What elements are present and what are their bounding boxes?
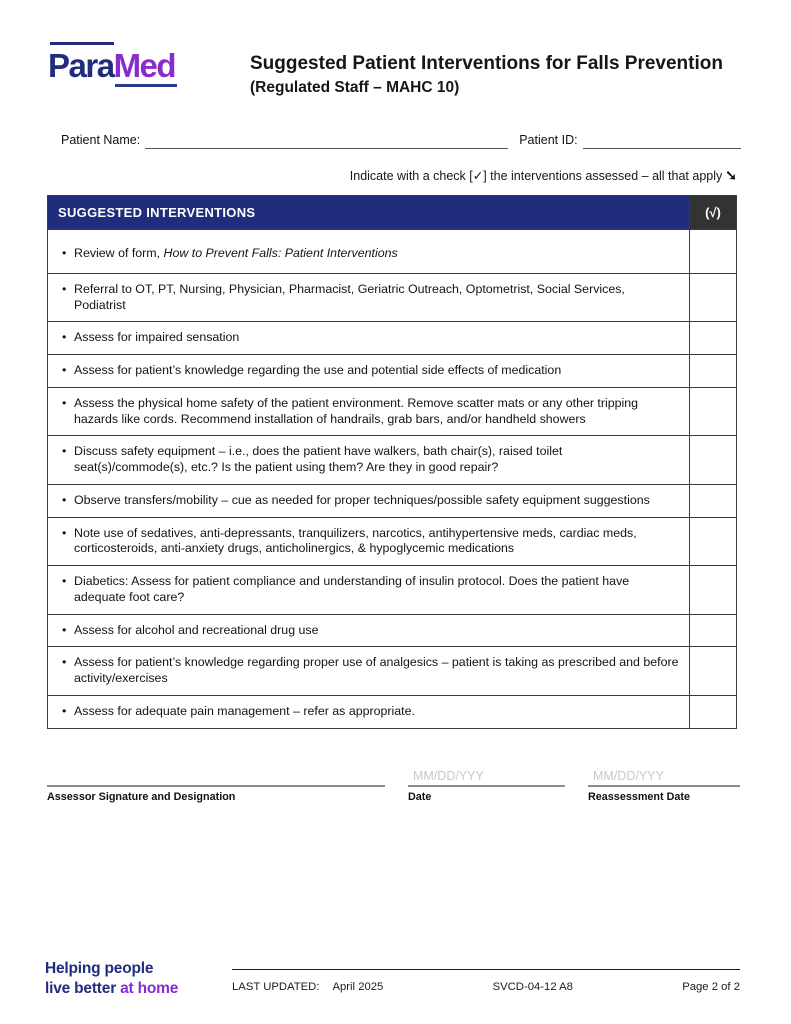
intervention-text: • Assess for alcohol and recreational drug use xyxy=(48,614,690,647)
patient-name-field[interactable] xyxy=(145,132,508,149)
tagline-line2-purple: at home xyxy=(120,979,179,997)
date-label: Date xyxy=(408,791,432,803)
intervention-text: • Referral to OT, PT, Nursing, Physician, Pharmacist, Geriatric Outreach, Optometrist, Social Services, Podiatrist xyxy=(48,273,690,322)
page-number: Page 2 of 2 xyxy=(682,981,740,993)
intervention-text: • Assess for impaired sensation xyxy=(48,322,690,355)
check-instruction xyxy=(350,167,737,184)
patient-name-label: Patient Name: xyxy=(61,133,141,147)
table-row xyxy=(48,614,737,647)
table-row xyxy=(48,517,737,566)
page-title: Suggested Patient Interventions for Falls Prevention xyxy=(250,53,723,74)
intervention-text: • Observe transfers/mobility – cue as needed for proper techniques/possible safety equipment suggestions xyxy=(48,484,690,517)
paramed-logo xyxy=(48,42,198,87)
table-header-row xyxy=(48,196,737,230)
intervention-text: • Diabetics: Assess for patient compliance and understanding of insulin protocol. Does the patient have adequate foot care? xyxy=(48,566,690,615)
check-cell[interactable] xyxy=(690,387,737,436)
assessor-signature-block xyxy=(47,764,385,803)
assessor-signature-label: Assessor Signature and Designation xyxy=(47,791,236,803)
footer-rule xyxy=(232,969,740,970)
bullet-icon: • xyxy=(62,492,67,507)
intervention-text-italic: How to Prevent Falls: Patient Interventions xyxy=(163,246,398,260)
logo-part-med: Med xyxy=(113,47,176,84)
check-cell[interactable] xyxy=(690,566,737,615)
south-east-arrow-icon: ➘ xyxy=(725,167,737,183)
intervention-text: • Discuss safety equipment – i.e., does the patient have walkers, bath chair(s), raised toilet seat(s)/commode(s), etc.? Is the patient using them? Are they in good repair? xyxy=(48,436,690,485)
check-cell[interactable] xyxy=(690,273,737,322)
intervention-text: • Note use of sedatives, anti-depressants, tranquilizers, narcotics, antihypertensive meds, cardiac meds, corticosteroids, anti-anxiety drugs, anticholinergics, & hypoglycemic medications xyxy=(48,517,690,566)
bullet-icon: • xyxy=(62,622,67,637)
check-cell[interactable] xyxy=(690,436,737,485)
intervention-text: • Assess for patient’s knowledge regarding proper use of analgesics – patient is taking as prescribed and before activity/exercises xyxy=(48,647,690,696)
check-cell[interactable] xyxy=(690,695,737,728)
table-row xyxy=(48,230,737,274)
bullet-icon: • xyxy=(62,574,67,588)
reassessment-date-label: Reassessment Date xyxy=(588,791,691,803)
footer-tagline xyxy=(45,959,178,999)
table-row xyxy=(48,566,737,615)
table-row xyxy=(48,436,737,485)
interventions-table xyxy=(47,195,737,729)
check-cell[interactable] xyxy=(690,355,737,388)
check-cell[interactable] xyxy=(690,230,737,274)
bullet-icon: • xyxy=(62,395,67,410)
title-block xyxy=(250,53,750,97)
date-block xyxy=(408,764,565,803)
bullet-icon: • xyxy=(62,330,67,345)
bullet-icon: • xyxy=(62,655,67,670)
table-row xyxy=(48,322,737,355)
check-cell[interactable] xyxy=(690,647,737,696)
check-cell[interactable] xyxy=(690,614,737,647)
assessor-signature-field[interactable] xyxy=(47,764,385,787)
check-instruction-text: Indicate with a check [✓] the interventions assessed – all that apply xyxy=(349,169,723,183)
footer-info-row xyxy=(232,981,740,993)
intervention-text: • Assess for patient’s knowledge regarding the use and potential side effects of medication xyxy=(48,355,690,388)
tagline-line2 xyxy=(45,979,178,999)
last-updated xyxy=(232,981,383,993)
page-subtitle: (Regulated Staff – MAHC 10) xyxy=(250,79,460,96)
bullet-icon: • xyxy=(62,281,67,296)
last-updated-value: April 2025 xyxy=(332,981,384,993)
doc-code: SVCD-04-12 A8 xyxy=(492,981,573,993)
table-row xyxy=(48,484,737,517)
table-header-interventions: SUGGESTED INTERVENTIONS xyxy=(48,196,690,230)
intervention-text: • Assess the physical home safety of the patient environment. Remove scatter mats or any other tripping hazards like cords. Recommend installation of handrails, grab bars, and/or handheld showers xyxy=(48,387,690,436)
reassessment-date-field[interactable]: MM/DD/YYY xyxy=(588,764,740,787)
table-row xyxy=(48,647,737,696)
bullet-icon: • xyxy=(62,363,67,377)
bullet-icon: • xyxy=(62,525,67,540)
check-cell[interactable] xyxy=(690,484,737,517)
patient-id-label: Patient ID: xyxy=(519,133,578,147)
table-row xyxy=(48,695,737,728)
intervention-text: • Assess for adequate pain management – refer as appropriate. xyxy=(48,695,690,728)
bullet-icon: • xyxy=(62,703,67,718)
intervention-text-plain: Review of form, xyxy=(74,246,164,260)
last-updated-label: LAST UPDATED: xyxy=(232,981,320,993)
table-row xyxy=(48,355,737,388)
table-row xyxy=(48,273,737,322)
tagline-line2-navy: live better xyxy=(45,979,121,997)
logo-part-para: Para xyxy=(48,47,114,84)
check-cell[interactable] xyxy=(690,322,737,355)
bullet-icon: • xyxy=(62,246,67,260)
intervention-text xyxy=(48,230,690,274)
patient-id-field[interactable] xyxy=(583,132,741,149)
tagline-line1: Helping people xyxy=(45,960,154,977)
table-header-check: (√) xyxy=(690,196,737,230)
table-row xyxy=(48,387,737,436)
patient-info-row xyxy=(61,132,741,149)
check-cell[interactable] xyxy=(690,517,737,566)
reassessment-date-block xyxy=(588,764,740,803)
logo-wordmark xyxy=(48,45,198,86)
bullet-icon: • xyxy=(62,444,67,459)
date-field[interactable]: MM/DD/YYY xyxy=(408,764,565,787)
